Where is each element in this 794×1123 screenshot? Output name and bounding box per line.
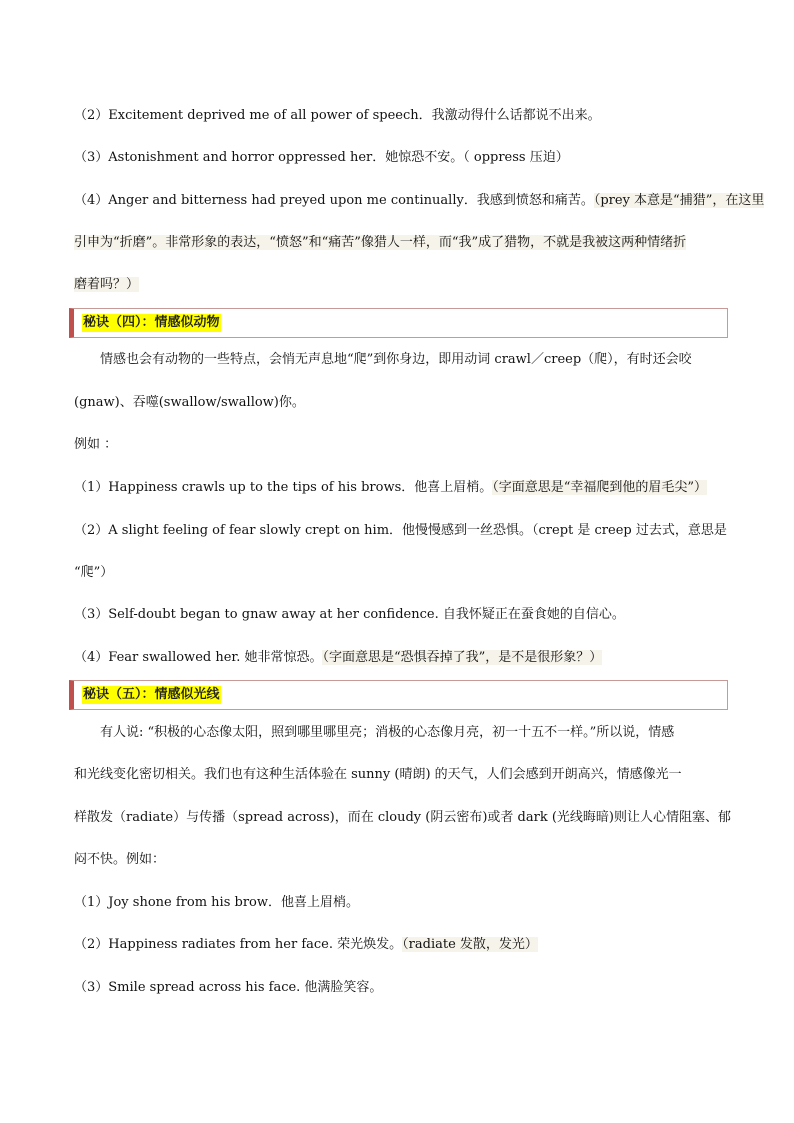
section-4-example-1: （1）Happiness crawls up to the tips of his brows．他喜上眉梢。（字面意思是“幸福爬到他的眉毛尖”） xyxy=(74,480,708,495)
section-5-para-line-4: 闷不快。例如： xyxy=(74,852,166,867)
section-4-example-4: （4）Fear swallowed her. 她非常惊恐。（字面意思是“恐惧吞掉了我”，是不是很形象？） xyxy=(74,650,603,665)
section-4-heading: 秘诀（四）：情感似动物 xyxy=(69,308,728,338)
section-4-intro-line-2: (gnaw)、吞噬(swallow/swallow)你。 xyxy=(74,395,305,410)
note-swallowed: （字面意思是“恐惧吞掉了我”，是不是很形象？） xyxy=(322,650,603,665)
example-4-anger-bitterness: （4）Anger and bitterness had preyed upon me continually．我感到愤怒和痛苦。（prey 本意是“捕猎”，在这里 xyxy=(74,193,765,208)
example-3-astonishment: （3）Astonishment and horror oppressed her．她惊恐不安。（ oppress 压迫） xyxy=(74,150,569,165)
example-label: 例如 ： xyxy=(74,437,118,452)
section-5-example-3: （3）Smile spread across his face. 他满脸笑容。 xyxy=(74,980,383,995)
note-radiate: （radiate 发散，发光） xyxy=(402,937,538,952)
section-5-example-2: （2）Happiness radiates from her face. 荣光焕发。（radiate 发散，发光） xyxy=(74,937,538,952)
section-4-intro-line-1: 情感也会有动物的一些特点，会悄无声息地“爬”到你身边，即用动词 crawl／creep（爬），有时还会咬 xyxy=(100,352,692,367)
section-4-example-3: （3）Self-doubt began to gnaw away at her confidence. 自我怀疑正在蚕食她的自信心。 xyxy=(74,607,625,622)
section-5-para-line-1: 有人说: “积极的心态像太阳，照到哪里哪里亮；消极的心态像月亮，初一十五不一样。”所以说，情感 xyxy=(100,725,675,740)
note-prey-end: 磨着吗？） xyxy=(74,277,140,292)
note-crawls: （字面意思是“幸福爬到他的眉毛尖”） xyxy=(492,480,708,495)
note-prey: （prey 本意是“捕猎”，在这里 xyxy=(593,193,765,208)
section-4-example-2: （2）A slight feeling of fear slowly crept on him．他慢慢感到一丝恐惧。（crept 是 creep 过去式，意思是 xyxy=(74,523,727,538)
note-prey-continued: 引申为“折磨”。非常形象的表达，“愤怒”和“痛苦”像猎人一样，而“我”成了猎物，不就是我被这两种情绪折 xyxy=(74,235,687,250)
section-5-para-line-3: 样散发（radiate）与传播（spread across)，而在 cloudy (阴云密布)或者 dark (光线晦暗)则让人心情阻塞、郁 xyxy=(74,810,731,825)
example-2-anger: （2）Excitement deprived me of all power of speech．我激动得什么话都说不出来。 xyxy=(74,108,601,123)
section-5-heading: 秘诀（五）：情感似光线 xyxy=(69,680,728,710)
section-5-para-line-2: 和光线变化密切相关。我们也有这种生活体验在 sunny (晴朗) 的天气，人们会感到开朗高兴，情感像光一 xyxy=(74,767,682,782)
section-5-example-1: （1）Joy shone from his brow．他喜上眉梢。 xyxy=(74,895,359,910)
section-4-example-2-cont: “爬”） xyxy=(74,565,114,580)
